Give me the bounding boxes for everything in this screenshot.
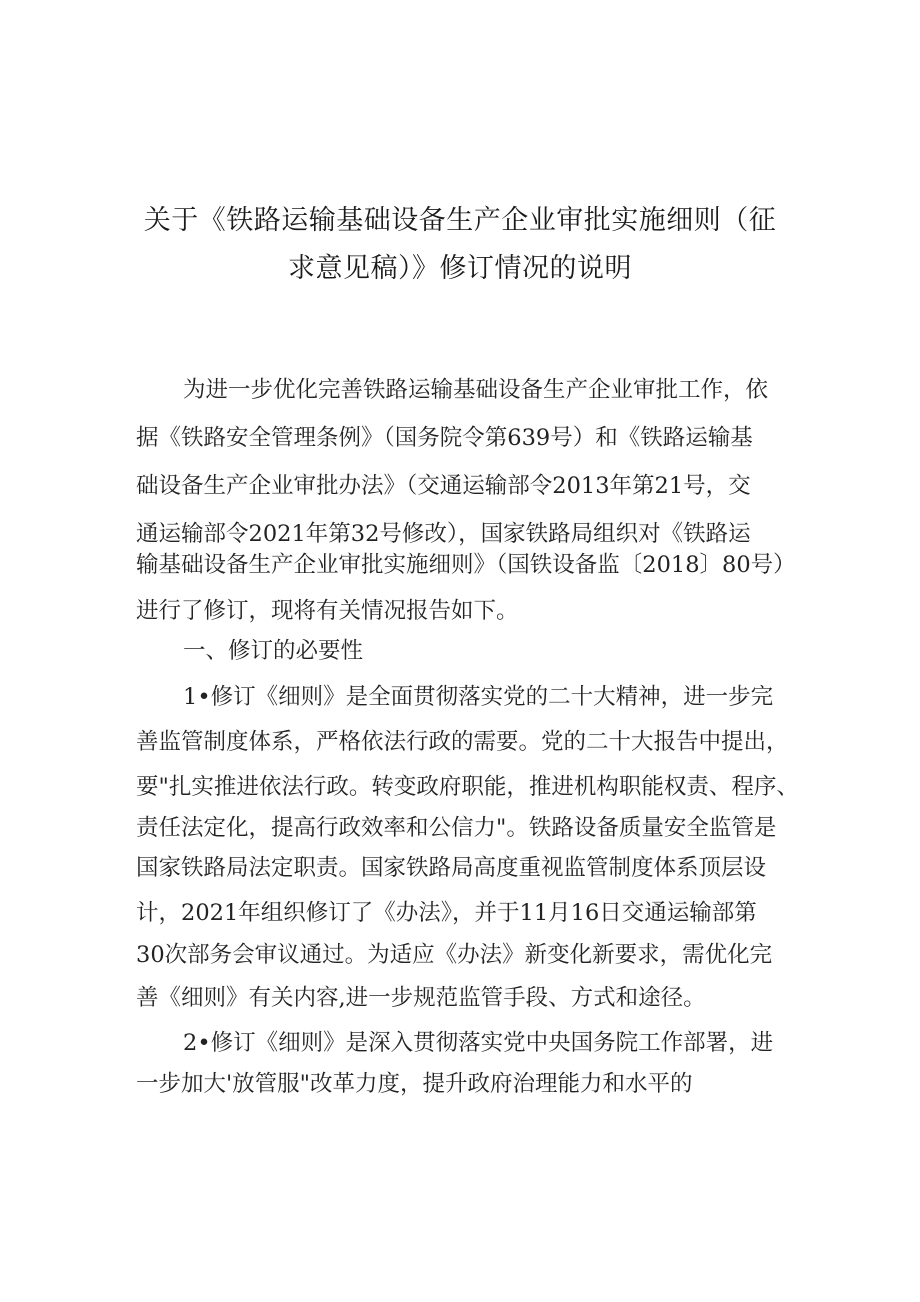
- paragraph-line: 进行了修订，现将有关情况报告如下。: [136, 598, 519, 624]
- paragraph-line: 2•修订《细则》是深入贯彻落实党中央国务院工作部署，进: [183, 1030, 774, 1056]
- section-heading: 一、修订的必要性: [183, 638, 364, 664]
- paragraph-line: 据《铁路安全管理条例》（国务院令第639号）和《铁路运输基: [136, 425, 753, 451]
- paragraph-line: 输基础设备生产企业审批实施细则》（国铁设备监〔2018〕80号）: [136, 552, 796, 578]
- paragraph-line: 善监管制度体系，严格依法行政的需要。党的二十大报告中提出，: [136, 729, 789, 755]
- paragraph-line: 计，2021年组织修订了《办法》，并于11月16日交通运输部第: [136, 900, 757, 926]
- paragraph-line: 一步加大'放管服"改革力度，提升政府治理能力和水平的: [136, 1071, 693, 1097]
- document-title-line-1: 关于《铁路运输基础设备生产企业审批实施细则（征: [143, 205, 777, 236]
- paragraph-line: 要"扎实推进依法行政。转变政府职能，推进机构职能权责、程序、: [136, 774, 799, 800]
- paragraph-line: 善《细则》有关内容,进一步规范监管手段、方式和途径。: [136, 985, 706, 1011]
- paragraph-line: 通运输部令2021年第32号修改），国家铁路局组织对《铁路运: [136, 521, 751, 547]
- paragraph-line: 国家铁路局法定职责。国家铁路局高度重视监管制度体系顶层设: [136, 855, 767, 881]
- paragraph-line: 础设备生产企业审批办法》（交通运输部令2013年第21号，交: [136, 473, 751, 499]
- paragraph-line: 责任法定化，提高行政效率和公信力"。铁路设备质量安全监管是: [136, 815, 777, 841]
- paragraph-line: 为进一步优化完善铁路运输基础设备生产企业审批工作，依: [183, 377, 769, 403]
- paragraph-line: 1•修订《细则》是全面贯彻落实党的二十大精神，进一步完: [183, 684, 774, 710]
- document-title-line-2: 求意见稿）》修订情况的说明: [288, 253, 632, 284]
- paragraph-line: 30次部务会审议通过。为适应《办法》新变化新要求，需优化完: [136, 942, 773, 968]
